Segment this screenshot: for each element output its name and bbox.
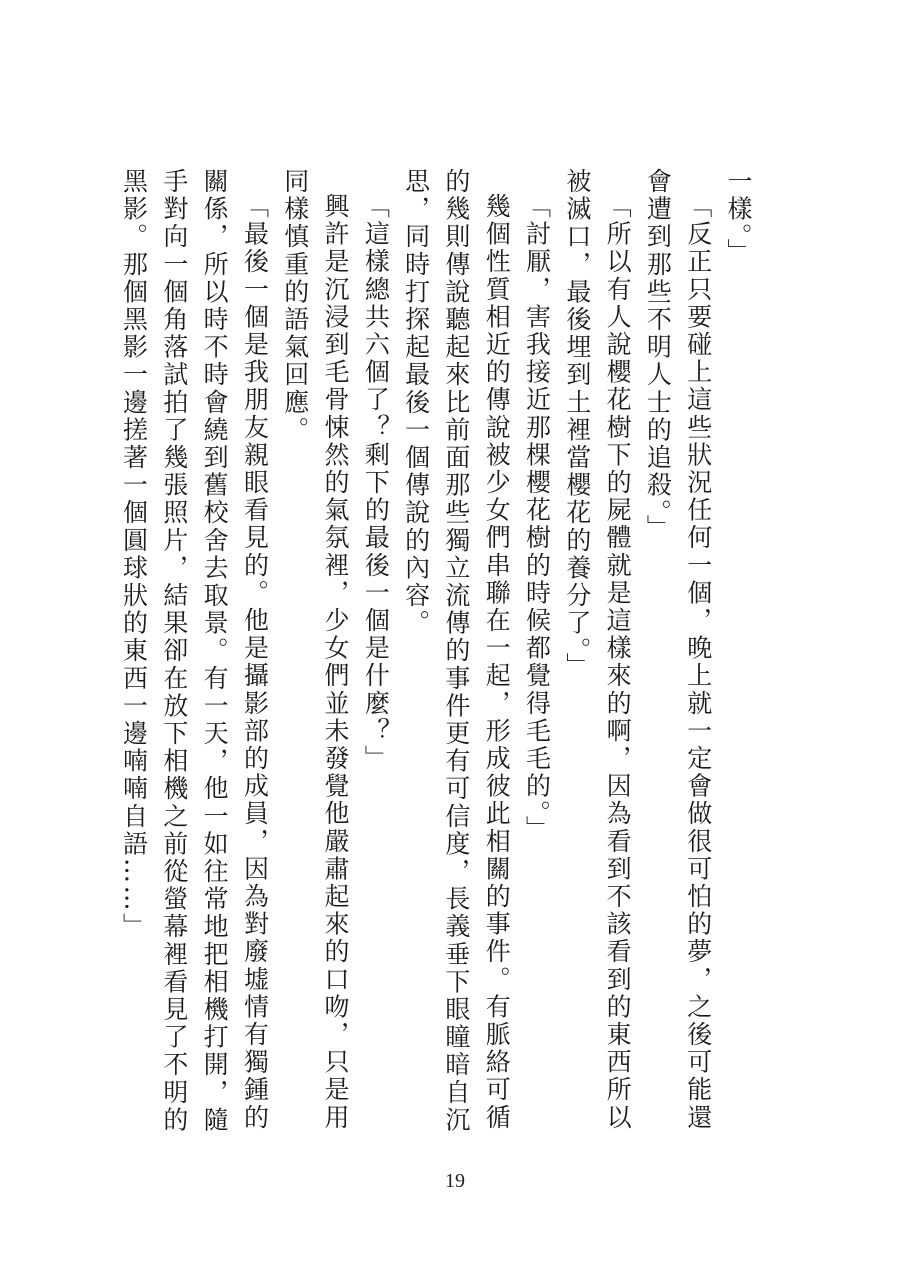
paragraph: 「所以有人說櫻花樹下的屍體就是這樣來的啊，因為看到不該看到的東西所以被滅口，最後埋到土裡當櫻花的養分了。」 [562,168,633,1132]
paragraph: 「討厭，害我接近那棵櫻花樹的時候都覺得毛毛的。」 [522,193,552,843]
paragraph: 「這樣總共六個了？剩下的最後一個是什麼？」 [361,193,391,773]
paragraph: 興許是沉浸到毛骨悚然的氣氛裡，少女們並未發覺他嚴肅起來的口吻，只是用同樣慎重的語氣回應。 [280,168,351,1132]
paragraph: 「最後一個是我朋友親眼看見的。他是攝影部的成員，因為對廢墟情有獨鍾的關係，所以時不時會繞到舊校舍去取景。有一天，他一如往常地把相機打開，隨手對向一個角落試拍了幾張照片，結果卻在放下相機之前從螢幕裡看見了不明的黑影。那個黑影一邊搓著一個圓球狀的東西一邊喃喃自語……」 [119,168,270,1134]
vertical-text-body [118,168,758,1148]
page-number: 19 [445,1170,465,1192]
paragraph: 「反正只要碰上這些狀況任何一個，晚上就一定會做很可怕的夢，之後可能還會遭到那些不明人士的追殺。」 [643,168,713,1132]
paragraph: 一樣。」 [724,168,753,266]
paragraph: 幾個性質相近的傳說被少女們串聯在一起，形成彼此相關的事件。有脈絡可循的幾則傳說聽起來比前面那些獨立流傳的事件更有可信度，長義垂下眼瞳暗自沉思，同時打探起最後一個傳說的內容。 [401,168,512,1134]
